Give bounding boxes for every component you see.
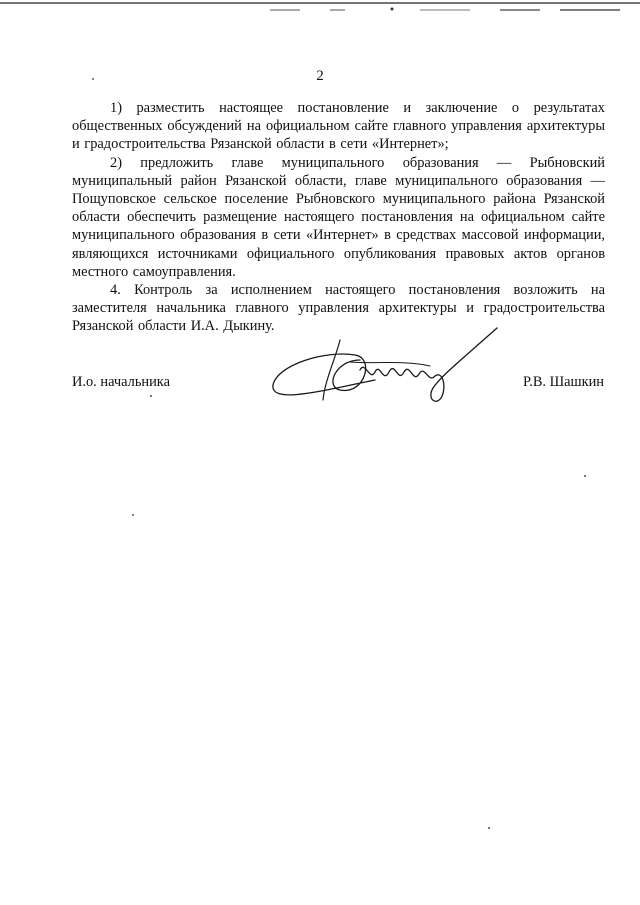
scan-speck — [584, 475, 586, 477]
scan-speck — [132, 514, 134, 516]
signature-block — [0, 300, 640, 420]
paragraph-1: 1) разместить настоящее постановление и заключение о результатах общественных обсуждений на официальном сайте главного управления архитектуры и градостроительства Рязанской области в сети «Интернет»; — [72, 100, 605, 153]
signer-position: И.о. начальника — [72, 374, 170, 390]
paragraph-3: 4. Контроль за исполнением настоящего постановления возложить на заместителя начальника главного управления архитектуры и градостроительства Рязанской области И.А. Дыкину. — [72, 282, 605, 335]
scan-speck — [488, 827, 490, 829]
page-number: 2 — [316, 68, 324, 84]
handwritten-signature — [265, 310, 505, 410]
scan-speck — [150, 395, 152, 397]
scan-edge-artifact — [0, 0, 640, 14]
scan-speck — [92, 78, 94, 80]
signer-name: Р.В. Шашкин — [523, 374, 604, 390]
paragraph-2: 2) предложить главе муниципального образования — Рыбновский муниципальный район Рязанской области, главе муниципального образования — Пощуповское сельское поселение Рыбновского муниципального района Рязанской области обеспечить размещение настоящего постановления на официальном сайте муниципального образования в сети «Интернет» в средствах массовой информации, являющихся источниками официального опубликования правовых актов органов местного самоуправления. — [72, 154, 605, 280]
